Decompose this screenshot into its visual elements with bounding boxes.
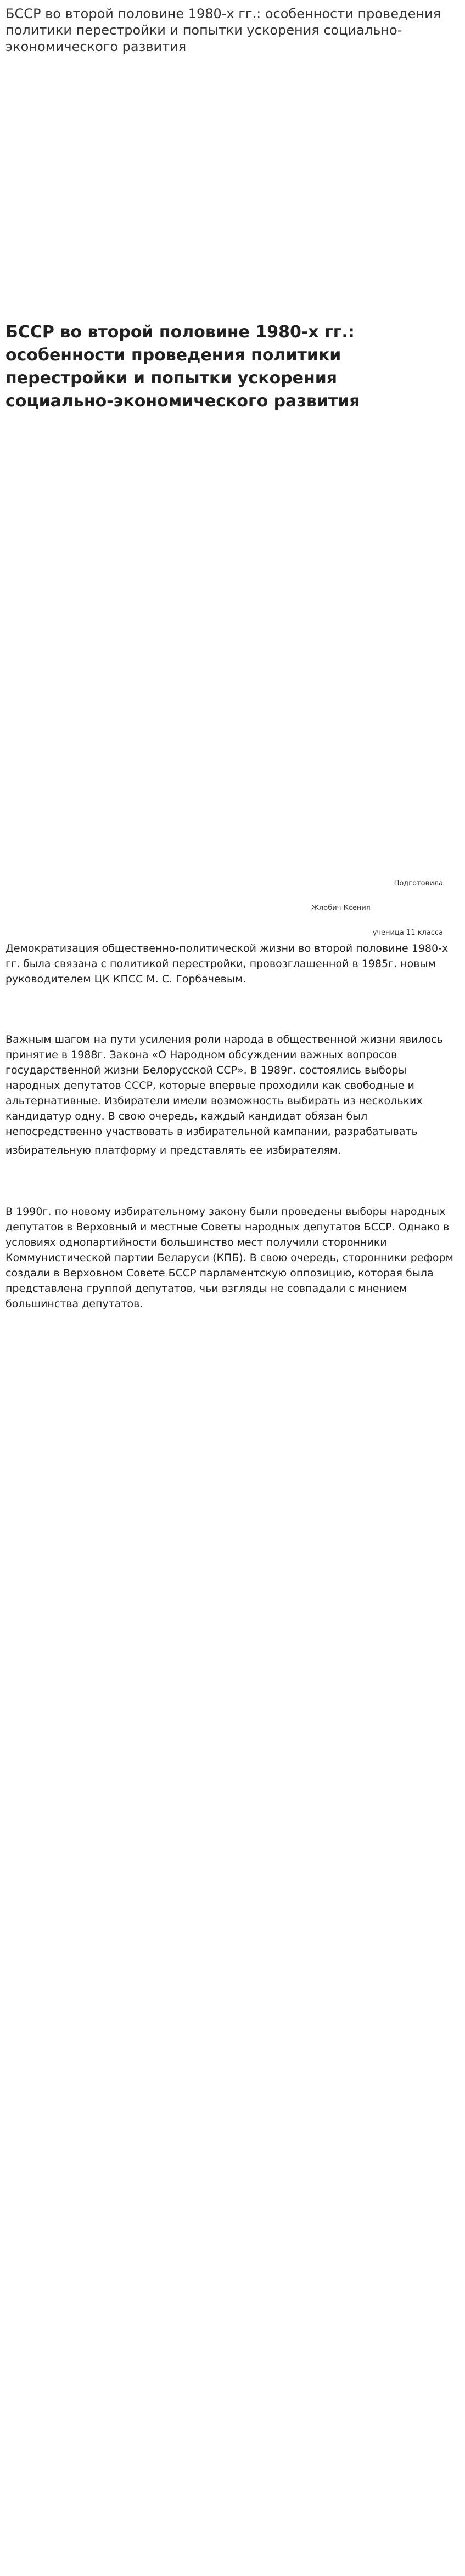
paragraph: Важным шагом на пути усиления роли народа в общественной жизни явилось принятие в 1988г. Закона «О Народном обсуждении важных вопросов государственной жизни Белорусской ССР». В 1989г. состоялись выборы народных депутатов СССР, которые впервые проходили как свободные и альтернативные. Избиратели имели возможность выбирать из нескольких кандидатур одну. В свою очередь, каждый кандидат обязан был непосредственно участвовать в избирательной кампании, разрабатывать: [5, 1033, 443, 1138]
document-title: БССР во второй половине 1980-х гг.: особенности проведения политики перестройки и попытки ускорения социально-экономического развития: [5, 6, 441, 54]
main-heading: БССР во второй половине 1980-х гг.: особенности проведения политики перестройки и попытки ускорения социально-экономического развития: [5, 323, 360, 411]
signature-author-name: Жлобич Ксения: [311, 904, 371, 912]
paragraph: Демократизация общественно-политической жизни во второй половине 1980-х гг. была связана с политикой перестройки, провозглашенной в 1985г. новым руководителем ЦК КПСС М. С. Горбачевым.: [5, 942, 449, 985]
signature-prepared-by: Подготовила: [394, 879, 443, 888]
paragraph: В 1990г. по новому избирательному закону были проведены выборы народных депутатов в Верховный и местные Советы народных депутатов БССР. Однако в условиях однопартийности большинство мест получили сторонники Коммунистической партии Беларуси (КПБ). В свою очередь, сторонники реформ создали в Верховном Совете БССР парламентскую оппозицию, которая была представлена группой депутатов, чьи взгляды не совпадали с мнением большинства депутатов.: [5, 1206, 453, 1310]
document-body: [5, 941, 460, 1312]
author-signature: [311, 871, 443, 945]
signature-author-grade: ученица 11 класса: [372, 929, 443, 937]
paragraph: избирательную платформу и представлять ее избирателям.: [5, 1144, 341, 1156]
